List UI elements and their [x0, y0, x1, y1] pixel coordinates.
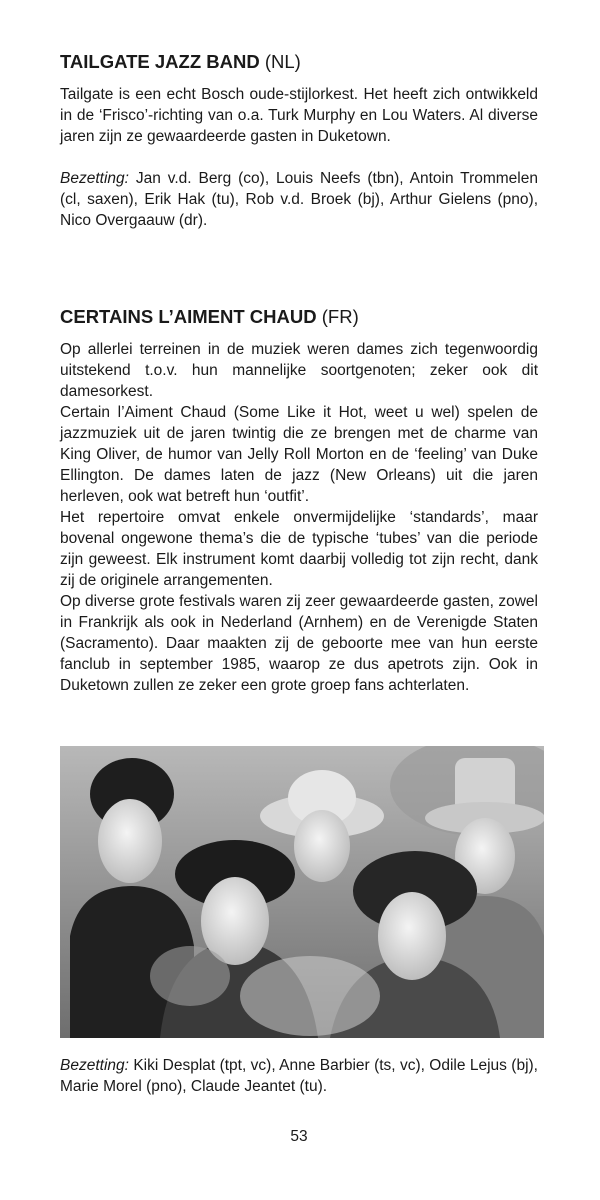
- lineup-label: Bezetting:: [60, 170, 129, 187]
- section-tailgate: [60, 50, 538, 231]
- paragraph: Het repertoire omvat enkele onvermijdelijke ‘standards’, maar bovenal ongewone thema’s die de typische ‘tubes’ van die periode zijn geweest. Elk instrument komt daarbij volledig tot zijn recht, dank zij de originele arrangementen.: [60, 509, 538, 589]
- band-photo: [60, 746, 544, 1038]
- band-photo-illustration: [60, 746, 544, 1038]
- caption-label: Bezetting:: [60, 1057, 129, 1074]
- section-certains: [60, 305, 538, 696]
- photo-caption: [60, 1055, 538, 1097]
- band-description: Tailgate is een echt Bosch oude-stijlorkest. Het heeft zich ontwikkeld in de ‘Frisco’-richting van o.a. Turk Murphy en Lou Waters. Al diverse jaren zijn ze gewaardeerde gasten in Duketown.: [60, 86, 538, 145]
- lineup-text: Jan v.d. Berg (co), Louis Neefs (tbn), Antoin Trommelen (cl, saxen), Erik Hak (tu), Rob v.d. Broek (bj), Arthur Gielens (pno), Nico Overgaauw (dr).: [60, 170, 538, 229]
- paragraph: Op allerlei terreinen in de muziek weren dames zich tegenwoordig uitstekend t.o.v. hun mannelijke soortgenoten; zeker ook dit damesorkest.: [60, 341, 538, 400]
- section-title: [60, 305, 538, 329]
- band-name: TAILGATE JAZZ BAND: [60, 51, 260, 72]
- paragraph: Certain l’Aiment Chaud (Some Like it Hot, weet u wel) spelen de jazzmuziek uit de jaren twintig die ze brengen met de charme van King Oliver, de humor van Jelly Roll Morton en de ‘feeling’ van Duke Ellington. De dames laten de jazz (New Orleans) uit die jaren herleven, ook wat betreft hun ‘outfit’.: [60, 404, 538, 505]
- band-name: CERTAINS L’AIMENT CHAUD: [60, 306, 317, 327]
- band-country: (FR): [321, 306, 359, 327]
- caption-text: Kiki Desplat (tpt, vc), Anne Barbier (ts, vc), Odile Lejus (bj), Marie Morel (pno), Claude Jeantet (tu).: [60, 1057, 538, 1095]
- section-title: [60, 50, 538, 74]
- paragraph: Op diverse grote festivals waren zij zeer gewaardeerde gasten, zowel in Frankrijk als ook in Nederland (Arnhem) en de Verenigde Staten (Sacramento). Daar maakten zij de geboorte mee van hun eerste fanclub in september 1985, waarop ze dus apetrots zijn. Ook in Duketown zullen ze zeker een grote groep fans achterlaten.: [60, 593, 538, 694]
- page-number: 53: [290, 1128, 308, 1145]
- band-lineup: [60, 168, 538, 231]
- band-country: (NL): [264, 51, 301, 72]
- page: [60, 50, 538, 1145]
